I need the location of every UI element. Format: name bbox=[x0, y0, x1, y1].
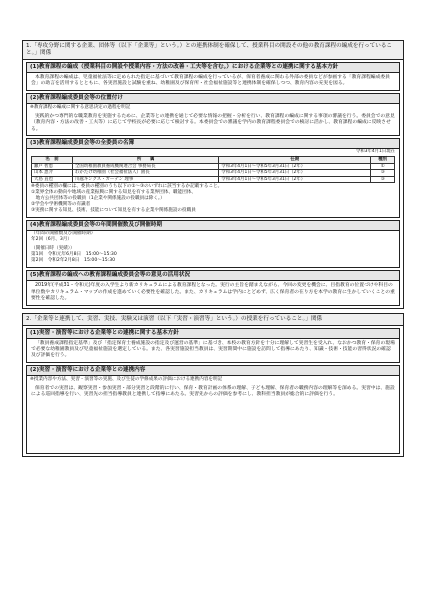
col-name: 名 前 bbox=[32, 157, 73, 164]
member-type: ① bbox=[371, 163, 395, 170]
member-term: 令和3年4月1日～令和5年3月31日（2年） bbox=[219, 176, 371, 183]
member-affiliation: 川越キングス・ガーデン 理事 bbox=[73, 176, 219, 183]
member-name: 瀬戸 智恵 bbox=[32, 163, 73, 170]
member-list-block bbox=[26, 138, 400, 218]
member-table bbox=[31, 156, 395, 183]
col-term: 任期 bbox=[219, 157, 371, 164]
opinion-usage-block bbox=[26, 270, 400, 305]
member-note: ①業界全体の動向や地域の産業振興に関する知見を有する業界団体、職能団体、 bbox=[31, 190, 196, 196]
meeting-count: 年2回（6月、3月） bbox=[31, 237, 72, 243]
meeting-schedule-sub: （年間の開催数及び開催時期） bbox=[31, 231, 96, 237]
meeting-date: 第2回 令和2年2月8日 15:00～15:30 bbox=[31, 258, 116, 264]
table-row bbox=[32, 163, 395, 170]
practicum-policy-body: 「教員養成課程指定基準」及び「指定保育士養成施設の指定及び運営の基準」に基づき、本校の教育方針を十分に理解して実習生を受入れ、なおかつ教育・保育の現場で必要な幼稚園教員及び児童福祉施設を選定している。また、各実習施設担当教員は、実習期間中に施設を訪問して指導にあたり、知識・技術・技能の習得状況の確認及び評価を行う。 bbox=[31, 340, 395, 359]
meeting-recent-label: （開催日時（実績）） bbox=[31, 246, 75, 252]
member-note: ③実務に関する知見、技術、技能について知見を有する企業や関係施設の役職員 bbox=[31, 208, 196, 214]
member-name: 大島 直也 bbox=[32, 176, 73, 183]
practicum-content-note: ※授業内容や方法、実習・演習等の実施、及び生徒の学修成果の評価における連携内容を明記 bbox=[30, 376, 223, 382]
section-2 bbox=[22, 313, 404, 457]
table-row bbox=[32, 170, 395, 177]
member-note: ※委員の種別の欄には、委員の種別のうち以下の①～③のいずれに該当するか記載すること。 bbox=[31, 184, 223, 190]
practicum-policy-block bbox=[26, 328, 400, 363]
meeting-date: 第1回 令和元年6月8日 15:00～15:30 bbox=[31, 252, 117, 258]
table-row bbox=[32, 176, 395, 183]
member-term: 令和3年4月1日～令和5年3月31日（2年） bbox=[219, 163, 371, 170]
member-type: ③ bbox=[371, 170, 395, 177]
member-note: 地方公共団体等の役職員（1企業や関係施設の役職員は除く。） bbox=[31, 196, 165, 202]
member-term: 令和3年4月1日～令和5年3月31日（2年） bbox=[219, 170, 371, 177]
member-affiliation: 全国幼稚園教員養成機関連合会 事務局長 bbox=[73, 163, 219, 170]
practicum-policy-title: (1)実習・演習等における企業等との連携に関する基本方針 bbox=[27, 329, 399, 339]
meeting-schedule-block bbox=[26, 220, 400, 268]
practicum-content-title: (2)実習・演習等における企業等との連携内容 bbox=[27, 366, 399, 376]
section-1-heading: 1.「専攻分野に関する企業、団体等（以下「企業等」という。）との連携体制を確保して、授業科目の開設その他の教育課程の編成を行っていること。」関係 bbox=[23, 41, 403, 60]
committee-position-note: ※教育課程の編成に関する意思決定の過程を明記 bbox=[30, 104, 131, 110]
committee-position-title: (2)教育課程編成委員会等の位置付け bbox=[27, 94, 399, 104]
member-type: ③ bbox=[371, 176, 395, 183]
member-name: 山本 恵介 bbox=[32, 170, 73, 177]
practicum-content-block bbox=[26, 365, 400, 454]
member-list-date: 令和3年4月1日現在 bbox=[355, 149, 395, 155]
section-2-heading: 2.「企業等と連携して、実習、実技、実験又は演習（以下「実習・演習等」という。）の授業を行っていること。」関係 bbox=[23, 314, 403, 326]
policy-title: (1)教育課程の編成（授業科目の開設や授業内容・方法の改善・工夫等を含む。）における企業等との連携に関する基本方針 bbox=[27, 63, 399, 73]
section-1 bbox=[22, 40, 404, 309]
committee-position-block bbox=[26, 93, 400, 136]
opinion-usage-body: 2019年(平成31・令和元)年度の入学生より新カリキュラムによる教育課程となった。実行の主旨を踏まえながら、今回の変更を機会に、目指教育の位置づけや科目の単位数やカリキュラム・マップの作成を進めていく必要性を確認した。また、カリキュラムは学内にとどめず、広く保育者の在り方を本学の教育に生かしていくことの重要性を確認した。 bbox=[31, 283, 395, 302]
practicum-content-body: 保育者での実習は、観察実習・参加実習・部分実習と段階的に行い、保育・教育計画の体系の理解、子ども理解、保育者の職務内容の理解等を深める。実習中は、施設による巡回指導を行い、実習先の担当指導教員と連携して指導にあたる。実習先からの評価を参考にし、教科担当教員が総合的に評価を行う。 bbox=[31, 385, 395, 398]
opinion-usage-title: (5)教育課程の編成への教育課程編成委員会等の意見の活用状況 bbox=[27, 271, 399, 281]
meeting-schedule-title: (4)教育課程編成委員会等の年間開催数及び開催時期 bbox=[27, 221, 399, 231]
committee-position-body: 実践的かつ専門的な職業教育を実施するために、企業等との連携を通じて必要な情報の把握・分析を行い、教育課程の編成に関する事項の審議を行う。委員会での意見（教育内容・方法の改善・工夫等）に応じて学校長が必要に応じて検討する。本委員会での審議を学内の教育課程委員会での検討に活かし、教育課程の編成に反映させる。 bbox=[31, 113, 395, 132]
col-type: 種別 bbox=[371, 157, 395, 164]
col-affiliation: 所 属 bbox=[73, 157, 219, 164]
document-page bbox=[22, 40, 404, 457]
member-affiliation: わかたけ幼稚園（社会福祉法人）園長 bbox=[73, 170, 219, 177]
policy-body: 本教育課程の編成は、児童福祉法等に定められた指定に基づいて教育課程の編成を行っているが、保育者養成に関わる外部の委員などが参画する「教育課程編成委員会」の助言を活用するとともに、各実習施設と試験を重ね、幼稚園及び保育所・社会福祉施設等と連携体制を確保しつつ、教育内容の充実を図る。 bbox=[31, 75, 390, 87]
member-list-title: (3)教育課程編成委員会等の全委員の名簿 bbox=[27, 139, 399, 149]
policy-block bbox=[26, 62, 400, 91]
member-note: ②学会や学術機関等の有識者 bbox=[31, 202, 91, 208]
